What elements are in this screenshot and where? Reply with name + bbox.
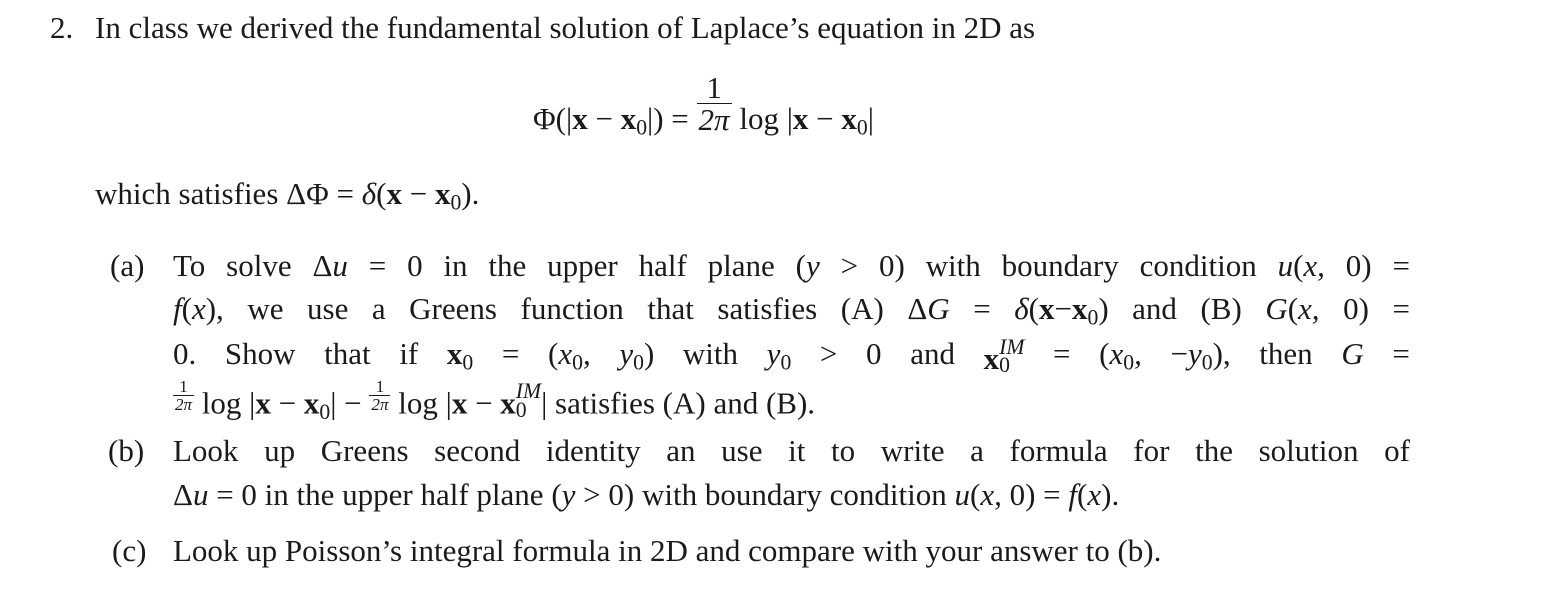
part-a-label: (a)	[110, 248, 145, 283]
display-equation: $\Phi(|x - x_0|)$ = $\frac{1}{2\pi}$ $\log |x - x_0|$	[533, 70, 874, 140]
satisfies-line: which satisfies $\Delta\Phi = \delta(x - x_0)$.	[95, 176, 480, 215]
part-a-line-4: $\frac{1}{2\pi}$ $\log |x - x_0|$ − $\frac{1}{2\pi}$ log |x − x IM 0 | satisfies (A) and (B).	[175, 377, 816, 424]
part-b-line-1: Look up Greens second identity an use it to write a formula for the solution of	[173, 433, 1410, 468]
part-a-line-3: 0. Show that if $x_0$ = ($x_0$, $y_0$) with $y_0$ > 0 and x IM 0 = ($x_0$, $-y_0$), then G =	[173, 335, 1410, 378]
part-b-label: (b)	[108, 433, 145, 468]
part-b-line-2: Δu = 0 in the upper half plane (y > 0) with boundary condition u(x, 0) = f(x).	[173, 477, 1120, 512]
problem-intro: In class we derived the fundamental solution of Laplace’s equation in 2D as	[95, 10, 1036, 45]
display-fraction	[697, 72, 732, 135]
part-c-line-1: Look up Poisson’s integral formula in 2D and compare with your answer to (b).	[173, 533, 1162, 568]
problem-number: 2.	[50, 10, 74, 45]
display-fraction-den: 2π	[698, 102, 730, 137]
part-a-line-2: f(x), we use a Greens function that satisfies (A) ΔG = $\delta(x-x_0)$ and (B) G(x, 0) =	[173, 291, 1410, 330]
display-fraction-num: 1	[697, 72, 732, 104]
part-a-line-1: To solve Δu = 0 in the upper half plane (y > 0) with boundary condition u(x, 0) =	[173, 248, 1410, 283]
part-c-label: (c)	[112, 533, 147, 568]
